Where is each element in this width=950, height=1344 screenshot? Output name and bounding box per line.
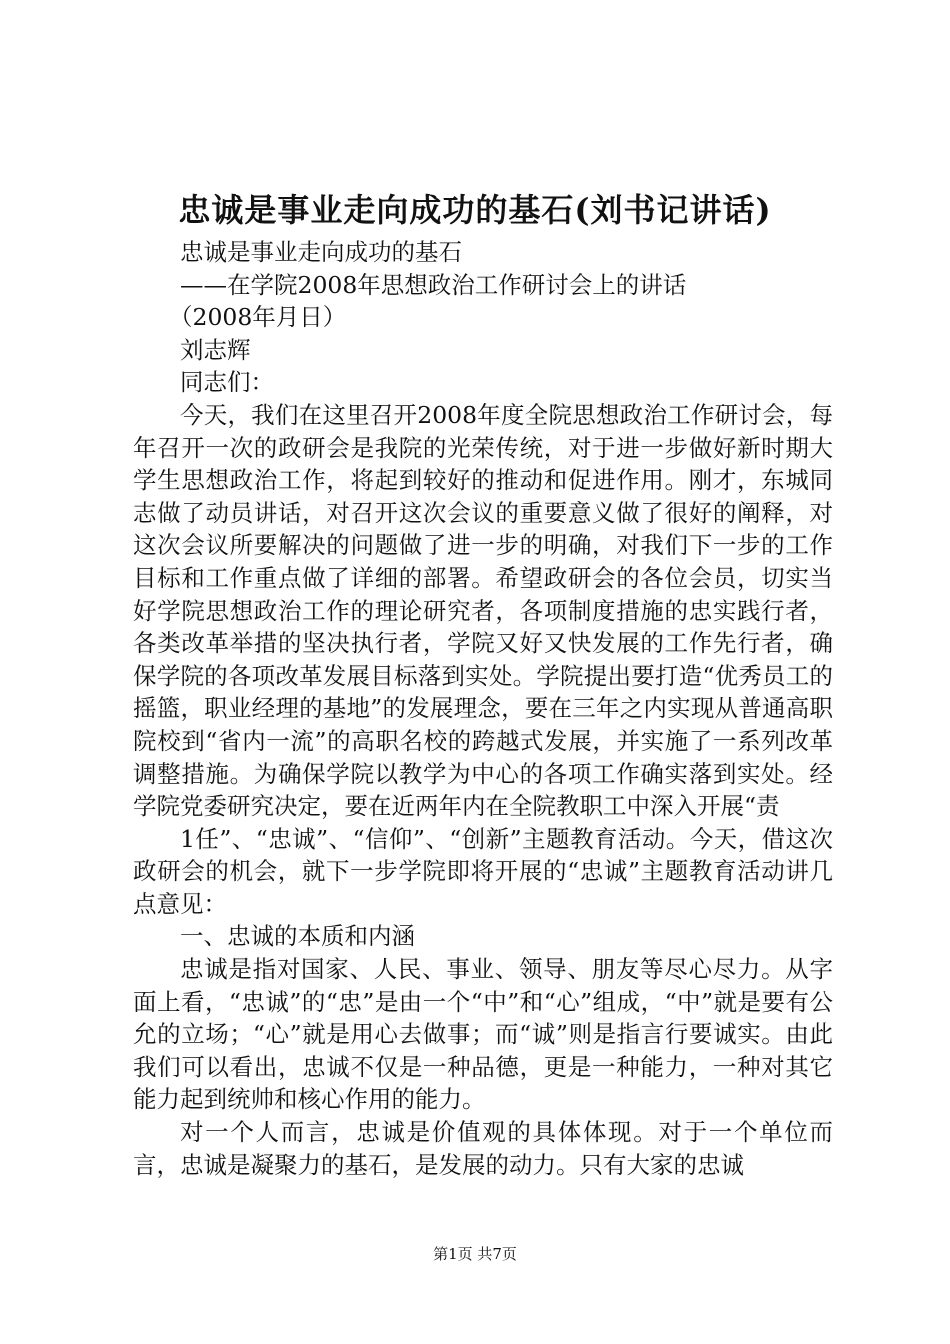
subtitle: 忠诚是事业走向成功的基石 [180,238,462,266]
body-paragraph: 忠诚是指对国家、人民、事业、领导、朋友等尽心尽力。从字面上看，“忠诚”的“忠”是由一个“中”和“心”组成，“中”就是要有公允的立场；“心”就是用心去做事；而“诚”则是指言行要诚实。由此我们可以看出，忠诚不仅是一种品德，更是一种能力，一种对其它能力起到统帅和核心作用的能力。 [133,955,833,1114]
document-title: 忠诚是事业走向成功的基石(刘书记讲话) [178,191,772,229]
speaker-name: 刘志辉 [180,335,251,364]
salutation: 同志们： [180,368,274,397]
page-footer: 第1页 共7页 [433,1245,517,1263]
date-line: （2008年月日） [169,303,347,332]
document-body [133,236,833,1181]
body-paragraph: 今天，我们在这里召开2008年度全院思想政治工作研讨会，每年召开一次的政研会是我院的光荣传统，对于进一步做好新时期大学生思想政治工作，将起到较好的推动和促进作用。刚才，东城同志做了动员讲话，对召开这次会议的重要意义做了很好的阐释，对这次会议所要解决的问题做了进一步的明确，对我们下一步的工作目标和工作重点做了详细的部署。希望政研会的各位会员，切实当好学院思想政治工作的理论研究者，各项制度措施的忠实践行者，各类改革举措的坚决执行者，学院又好又快发展的工作先行者，确保学院的各项改革发展目标落到实处。学院提出要打造“优秀员工的摇篮，职业经理的基地”的发展理念，要在三年之内实现从普通高职院校到“省内一流”的高职名校的跨越式发展，并实施了一系列改革调整措施。为确保学院以教学为中心的各项工作确实落到实处。经学院党委研究决定，要在近两年内在全院教职工中深入开展“责 [133,400,833,821]
occasion-line: ——在学院2008年思想政治工作研讨会上的讲话 [180,270,687,299]
section-heading: 一、忠诚的本质和内涵 [180,922,415,951]
body-paragraph: 1任”、“忠诚”、“信仰”、“创新”主题教育活动。今天，借这次政研会的机会，就下一步学院即将开展的“忠诚”主题教育活动讲几点意见： [133,824,833,918]
body-paragraph: 对一个人而言，忠诚是价值观的具体体现。对于一个单位而言，忠诚是凝聚力的基石，是发展的动力。只有大家的忠诚 [133,1118,833,1179]
